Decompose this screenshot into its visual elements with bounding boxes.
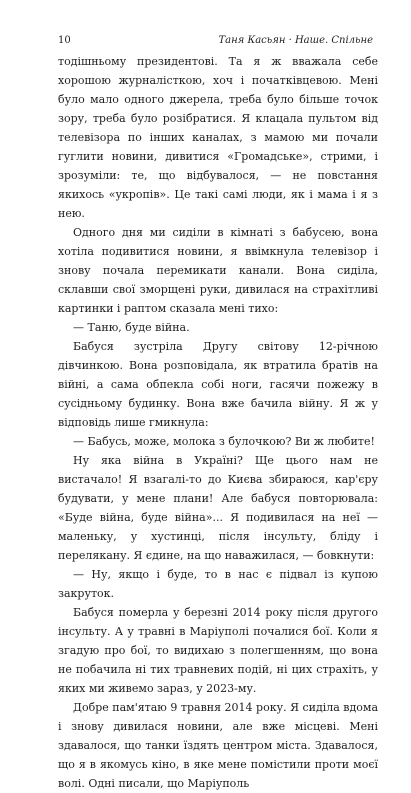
paragraph: Одного дня ми сиділи в кімнаті з бабусею, вона хотіла подивитися новини, я ввімкнула телевізор і знову почала перемикати канали. Вона сиділа, склавши свої зморщені руки, дивилася на страхітливі картинки і раптом сказала мені тихо: <box>58 226 378 315</box>
paragraph: Бабуся зустріла Другу світову 12-річною дівчинкою. Вона розповідала, як втратила братів на війні, а сама обпекла собі ноги, гасячи пожежу в сусідньому будинку. Вона вже бачила війну. Я ж у відповідь лише гмикнула: <box>58 340 378 429</box>
dialogue-line: — Ну, якщо і буде, то в нас є підвал із купою закруток. <box>58 568 378 600</box>
running-header <box>58 34 373 48</box>
paragraph: Ну яка війна в Україні? Ще цього нам не вистачало! Я взагалі-то до Києва збираюся, кар'єру будувати, у мене плани! Але бабуся повторювала: «Буде війна, буде війна»... Я подивилася на неї — маленьку, у хустинці, після інсульту, бліду і перелякану. Я єдине, на що наважилася, — бовкнути: <box>58 454 378 562</box>
paragraph: Бабуся померла у березні 2014 року після другого інсульту. А у травні в Маріуполі почалися бої. Коли я згадую про бої, то видихаю з полегшенням, що вона не побачила ні тих травневих подій, ні цих страхіть, у яких ми живемо зараз, у 2023-му. <box>58 606 378 695</box>
page-number: 10 <box>58 35 71 46</box>
paragraph: Добре пам'ятаю 9 травня 2014 року. Я сиділа вдома і знову дивилася новини, але вже місцеві. Мені здавалося, що танки їздять центром міста. Здавалося, що я в якомусь кіно, в яке мене помістили проти моєї волі. Одні писали, що Маріуполь <box>58 701 378 790</box>
dialogue-line: — Бабусь, може, молока з булочкою? Ви ж любите! <box>73 435 375 448</box>
paragraph: тодішньому президентові. Та я ж вважала себе хорошою журналісткою, хоч і початківцевою. Мені було мало одного джерела, треба було більше точок зору, треба було розібратися. Я клацала пультом від телевізора по інших каналах, з мамою ми почали гуглити новини, дивитися «Громадське», стрими, і зрозуміли: те, що відбувалося, — не повстання якихось «укропів». Це такі самі люди, як і мама і я з нею. <box>58 55 378 220</box>
body-text <box>58 52 378 793</box>
running-title: Таня Касьян · Наше. Спільне <box>218 35 373 46</box>
dialogue-line: — Таню, буде війна. <box>73 321 190 334</box>
